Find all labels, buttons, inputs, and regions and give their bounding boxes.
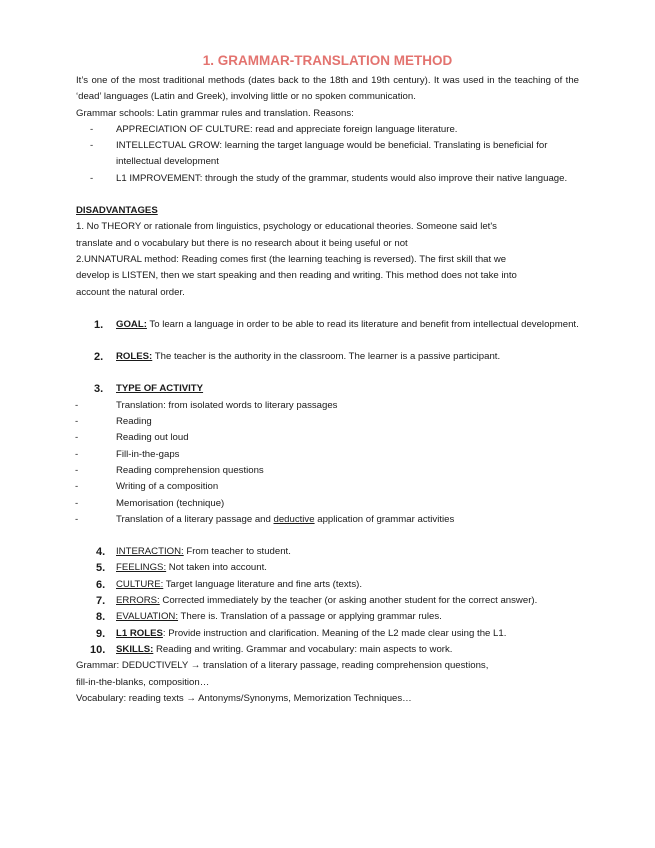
activity-item: - Memorisation (technique) bbox=[76, 496, 579, 512]
dash-bullet: - bbox=[75, 432, 79, 444]
disadvantage-1-line: translate and o vocabulary but there is no research about it being useful or not bbox=[76, 237, 408, 249]
dash-bullet: - bbox=[90, 123, 94, 135]
reasons-list bbox=[76, 122, 579, 187]
dash-bullet: - bbox=[75, 481, 79, 493]
activity-item: - Reading out loud bbox=[76, 430, 579, 446]
item-number: 1. bbox=[94, 318, 104, 331]
activity-item: - Fill-in-the-gaps bbox=[76, 447, 579, 463]
dash-bullet: - bbox=[90, 172, 94, 184]
dash-bullet: - bbox=[75, 513, 79, 525]
feelings-item: 5. FEELINGS: Not taken into account. bbox=[96, 562, 267, 575]
grammar-line: Grammar: DEDUCTIVELY → translation of a literary passage, reading comprehension questions, bbox=[76, 660, 489, 672]
activity-heading-item bbox=[76, 381, 579, 397]
activity-item: - Translation of a literary passage and deductive application of grammar activities bbox=[76, 512, 579, 528]
interaction-item: 4. INTERACTION: From teacher to student. bbox=[96, 546, 291, 559]
activity-item: - Reading comprehension questions bbox=[76, 463, 579, 479]
dash-bullet: - bbox=[90, 140, 94, 152]
skills-item: 10. SKILLS: Reading and writing. Grammar and vocabulary: main aspects to work. bbox=[90, 643, 453, 656]
culture-item: 6. CULTURE: Target language literature and fine arts (texts). bbox=[96, 578, 363, 591]
intro-paragraph: It’s one of the most traditional methods (dates back to the 18th and 19th century). It was used in the teaching of the ‘dead’ languages (Latin and Greek), involving little or no spoken communication. bbox=[76, 75, 579, 103]
page-title: 1. GRAMMAR-TRANSLATION METHOD bbox=[202, 53, 453, 68]
disadvantage-1-line: 1. No THEORY or rationale from linguistics, psychology or educational theories. Someone said let's bbox=[76, 221, 497, 233]
item-number: 3. bbox=[94, 383, 104, 396]
goal-item bbox=[76, 317, 579, 333]
roles-item bbox=[76, 349, 579, 365]
vocabulary-line: Vocabulary: reading texts → Antonyms/Synonyms, Memorization Techniques… bbox=[76, 692, 412, 704]
dash-bullet: - bbox=[75, 416, 79, 428]
activity-list bbox=[76, 398, 579, 528]
goal-text: To learn a language in order to be able to read its literature and benefit from intellectual development. bbox=[146, 318, 579, 330]
dash-bullet: - bbox=[75, 464, 79, 476]
evaluation-item: 8. EVALUATION: There is. Translation of a passage or applying grammar rules. bbox=[96, 611, 442, 624]
roles-label: ROLES: bbox=[116, 351, 153, 363]
intro-reasons-line: Grammar schools: Latin grammar rules and translation. Reasons: bbox=[76, 107, 354, 119]
activity-item: - Reading bbox=[76, 414, 579, 430]
activity-item: - Translation: from isolated words to literary passages bbox=[76, 398, 579, 414]
dash-bullet: - bbox=[75, 399, 79, 411]
activity-label: TYPE OF ACTIVITY bbox=[116, 383, 204, 395]
errors-item: 7. ERRORS: Corrected immediately by the teacher (or asking another student for the correct answer). bbox=[96, 595, 538, 608]
dash-bullet: - bbox=[75, 497, 79, 509]
reason-item: - INTELLECTUAL GROW: learning the target language would be beneficial. Translating is beneficial for intellectual development bbox=[90, 140, 548, 168]
disadvantage-2-line: 2.UNNATURAL method: Reading comes first (the learning teaching is reversed). The first skill that we bbox=[76, 253, 507, 265]
points-list bbox=[76, 544, 579, 658]
roles-text: The teacher is the authority in the classroom. The learner is a passive participant. bbox=[152, 351, 501, 363]
item-number: 2. bbox=[94, 351, 104, 364]
goal-label: GOAL: bbox=[116, 318, 147, 330]
disadvantage-2-line: develop is LISTEN, then we start speaking and then reading and writing. This method does not take into bbox=[76, 270, 517, 282]
l1-roles-item: 9. L1 ROLES: Provide instruction and clarification. Meaning of the L2 made clear using the L1. bbox=[96, 627, 507, 640]
grammar-line: fill-in-the-blanks, composition… bbox=[76, 676, 210, 688]
reason-item: - L1 IMPROVEMENT: through the study of the grammar, students would also improve their native language. bbox=[76, 171, 579, 187]
dash-bullet: - bbox=[75, 448, 79, 460]
activity-item: - Writing of a composition bbox=[76, 479, 579, 495]
disadvantage-2-line: account the natural order. bbox=[76, 286, 185, 298]
disadvantages-heading: DISADVANTAGES bbox=[76, 205, 158, 217]
reason-item: - APPRECIATION OF CULTURE: read and appreciate foreign language literature. bbox=[76, 122, 579, 138]
